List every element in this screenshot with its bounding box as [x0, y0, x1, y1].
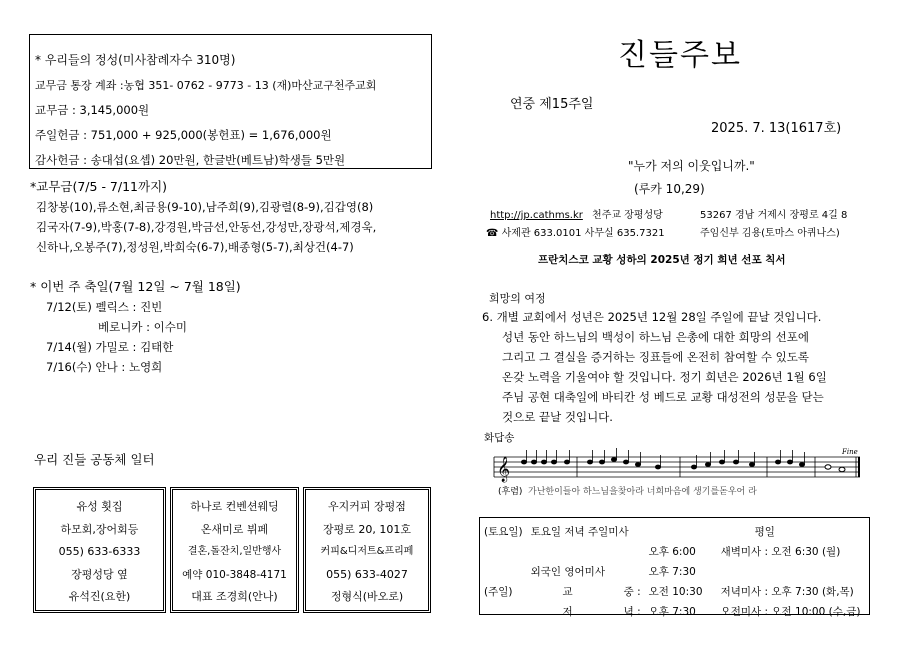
schedule-cell: 저녁미사 : 오후 7:30 (화,목)	[720, 585, 854, 598]
schedule-cell: 녁 :	[623, 605, 641, 618]
offering-box	[29, 34, 432, 169]
treble-clef-icon: 𝄞	[497, 457, 511, 482]
offering-sunday: 주일헌금 : 751,000 + 925,000(봉헌표) = 1,676,000원	[35, 128, 332, 142]
feast-section	[30, 277, 241, 377]
hymn-lyrics: 가난한이들아 하느님을찾아라 너희마음에 생기를돋우어 라	[528, 487, 757, 497]
table-row	[480, 581, 869, 601]
offering-dues: 교무금 : 3,145,000원	[35, 103, 150, 117]
schedule-cell: (주일)	[484, 585, 513, 598]
contributors-title: *교무금(7/5 - 7/11까지)	[30, 179, 168, 194]
feast-item: 7/14(월) 가밀로 : 김태한	[46, 340, 174, 354]
church-phone: ☎ 사제관 633.0101 사무실 635.7321	[486, 228, 665, 239]
gospel-citation: (루카 10,29)	[634, 182, 705, 196]
ad-box-wedding	[170, 487, 299, 613]
bulletin-title: 진들주보	[618, 38, 742, 73]
church-info-row1	[490, 206, 663, 221]
schedule-cell: 오전 10:30	[648, 585, 703, 598]
schedule-cell: 중 :	[623, 585, 641, 598]
schedule-cell	[480, 601, 527, 621]
table-row	[480, 601, 869, 621]
ad-line: 하나로 컨벤션웨딩	[190, 500, 279, 513]
paragraph-line: 것으로 끝날 것입니다.	[502, 410, 613, 424]
paragraph-line: 주님 공현 대축일에 바티칸 성 베드로 교황 대성전의 성문을 닫는	[502, 390, 824, 404]
ad-line: 055) 633-6333	[58, 545, 141, 558]
schedule-cell	[717, 561, 869, 581]
schedule-cell: 오후 7:30	[648, 605, 696, 618]
feast-item: 7/12(토) 펠릭스 : 진빈	[46, 300, 163, 314]
offering-thanks: 감사헌금 : 송대섭(요셉) 20만원, 한글반(베트남)학생들 5만원	[35, 153, 346, 167]
ad-box-restaurant	[33, 487, 166, 613]
ad-line: 정형식(바오로)	[330, 590, 404, 603]
table-row	[480, 541, 869, 561]
contributors-line: 김창봉(10),류소현,최금용(9-10),남주희(9),김광렬(8-9),김갑영(8)	[36, 200, 374, 214]
offering-account: 교무금 통장 계좌 :농협 351- 0762 - 9773 - 13 (재)마산교구천주교회	[35, 79, 377, 92]
contributors-line: 신하나,오봉주(7),정성원,박희숙(6-7),배종형(5-7),최상건(4-7)	[36, 240, 354, 254]
ad-line: 커피&디저트&프리페	[320, 546, 414, 557]
schedule-cell	[480, 561, 527, 581]
schedule-cell: 저	[562, 605, 573, 618]
church-pastor: 주임신부 김용(토마스 아퀴나스)	[700, 228, 840, 239]
schedule-cell: 오후 7:30	[648, 565, 696, 578]
mass-schedule-box	[479, 517, 870, 618]
schedule-cell	[527, 541, 577, 561]
schedule-cell: 오전미사 : 오전 10:00 (수,금)	[720, 605, 861, 618]
schedule-cell: 평일	[754, 525, 775, 538]
hymn-staff	[490, 447, 866, 502]
paragraph-line: 성년 동안 하느님의 백성이 하느님 은총에 대한 희망의 선포에	[502, 330, 809, 344]
ad-line: 하모회,장어회등	[60, 522, 139, 536]
hymn-refrain: (후렴)	[498, 487, 523, 497]
pope-message-heading: 프란치스코 교황 성하의 2025년 정기 희년 선포 칙서	[538, 254, 786, 266]
ad-box-coffee	[303, 487, 431, 613]
mass-schedule-table	[480, 521, 869, 621]
liturgical-week: 연중 제15주일	[510, 97, 594, 112]
ad-line: 055) 633-4027	[326, 567, 408, 581]
contributors-line: 김국자(7-9),박홍(7-8),강경원,박금선,안동선,강성만,장광석,제경욱,	[36, 220, 377, 234]
hymn-fine: Fine	[842, 448, 858, 456]
offering-title: * 우리들의 정성(미사참례자수 310명)	[35, 53, 236, 67]
ad-line: 결혼,돌잔치,일반행사	[187, 546, 282, 557]
ad-line: 유성 횟집	[76, 500, 123, 513]
schedule-cell: 새벽미사 : 오전 6:30 (월)	[720, 545, 841, 558]
paragraph-line: 온갖 노력을 기울여야 할 것입니다. 정기 희년은 2026년 1월 6일	[502, 370, 827, 384]
schedule-cell: 오후 6:00	[648, 545, 696, 558]
workplace-title: 우리 진들 공동체 일터	[34, 452, 155, 467]
pope-message-paragraph	[482, 307, 827, 427]
hymn-label: 화답송	[484, 432, 515, 444]
schedule-cell: (토요일)	[484, 525, 523, 538]
ad-line: 온새미로 뷔페	[200, 522, 269, 536]
pope-message-subheading: 희망의 여정	[489, 292, 546, 305]
church-name: 천주교 장평성당	[592, 210, 663, 221]
ad-line: 장평로 20, 101호	[323, 522, 411, 536]
schedule-cell: 교	[562, 585, 573, 598]
paragraph-line: 그리고 그 결실을 증거하는 징표들에 온전히 참여할 수 있도록	[502, 350, 809, 364]
issue-date: 2025. 7. 13(1617호)	[711, 121, 842, 136]
gospel-quote: "누가 저의 이웃입니까."	[628, 159, 755, 173]
church-website-link[interactable]: http://jp.cathms.kr	[490, 210, 583, 221]
ad-line: 우지커피 장평점	[328, 500, 406, 513]
contributors-section	[30, 177, 376, 257]
feast-item: 7/16(수) 안나 : 노영희	[46, 360, 163, 374]
feast-title: * 이번 주 축일(7월 12일 ~ 7월 18일)	[30, 279, 241, 294]
ad-line: 장평성당 옆	[71, 567, 128, 581]
schedule-cell: 외국인 영어미사	[530, 565, 605, 578]
table-row	[480, 521, 869, 541]
paragraph-line: 6. 개별 교회에서 성년은 2025년 12월 28일 주일에 끝날 것입니다.	[482, 310, 822, 324]
table-row	[480, 561, 869, 581]
ad-line: 예약 010-3848-4171	[182, 568, 287, 581]
feast-item: 베로니카 : 이수미	[98, 320, 187, 334]
schedule-cell: 토요일 저녁 주일미사	[530, 525, 629, 538]
schedule-cell	[480, 541, 527, 561]
church-address: 53267 경남 거제시 장평로 4길 8	[700, 210, 848, 221]
ad-line: 유석진(요한)	[68, 590, 131, 603]
schedule-cell	[577, 541, 645, 561]
ad-line: 대표 조경희(안나)	[191, 590, 278, 603]
